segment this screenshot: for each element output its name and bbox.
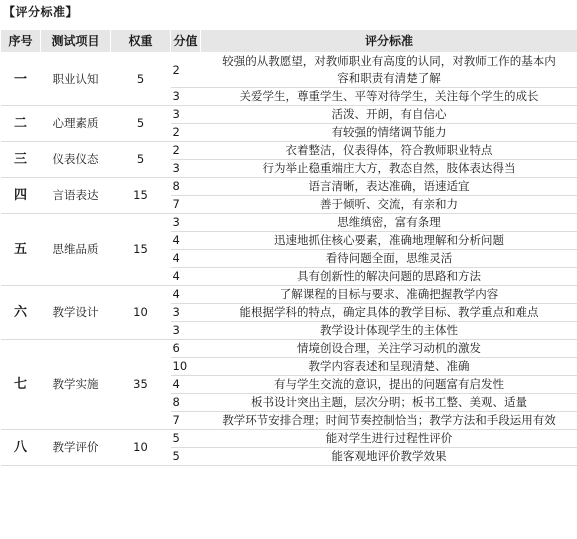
score-value: 8 [171, 178, 201, 196]
criteria-text [201, 160, 577, 178]
header-weight: 权重 [111, 30, 171, 53]
weight-value: 35 [111, 340, 171, 430]
score-value: 4 [171, 232, 201, 250]
score-value: 3 [171, 88, 201, 106]
criteria-line: 看待问题全面，思维灵活 [325, 251, 453, 265]
weight-value: 5 [111, 142, 171, 178]
score-value: 7 [171, 196, 201, 214]
table-row [1, 178, 577, 196]
criteria-line: 迅速地抓住核心要素，准确地理解和分析问题 [274, 233, 504, 247]
weight-value: 15 [111, 178, 171, 214]
table-row [1, 430, 577, 448]
criteria-text [201, 376, 577, 394]
group-number: 五 [1, 214, 41, 286]
criteria-line: 教学设计体现学生的主体性 [320, 323, 458, 337]
criteria-text [201, 430, 577, 448]
score-value: 8 [171, 394, 201, 412]
criteria-line: 语言清晰，表达准确，语速适宜 [308, 179, 470, 193]
score-value: 3 [171, 214, 201, 232]
scoring-criteria-table [0, 29, 577, 466]
weight-value: 10 [111, 430, 171, 466]
criteria-text [201, 412, 577, 430]
score-value: 3 [171, 106, 201, 124]
header-score: 分值 [171, 30, 201, 53]
criteria-line: 关爱学生，尊重学生、平等对待学生，关注每个学生的成长 [239, 89, 539, 103]
score-value: 3 [171, 322, 201, 340]
score-value: 6 [171, 340, 201, 358]
score-value: 4 [171, 376, 201, 394]
weight-value: 10 [111, 286, 171, 340]
group-number: 一 [1, 53, 41, 106]
criteria-line: 容和职责有清楚了解 [337, 71, 441, 85]
criteria-line: 能根据学科的特点，确定具体的教学目标、教学重点和难点 [239, 305, 539, 319]
score-value: 2 [171, 124, 201, 142]
criteria-text [201, 448, 577, 466]
criteria-line: 了解课程的目标与要求、准确把握教学内容 [279, 287, 499, 301]
criteria-line: 教学内容表述和呈现清楚、准确 [308, 359, 470, 373]
criteria-line: 能客观地评价教学效果 [331, 449, 447, 463]
criteria-text [201, 268, 577, 286]
group-number: 二 [1, 106, 41, 142]
test-item: 仪表仪态 [41, 142, 111, 178]
test-item: 教学实施 [41, 340, 111, 430]
group-number: 七 [1, 340, 41, 430]
criteria-text [201, 322, 577, 340]
section-heading: 【评分标准】 [3, 5, 79, 19]
test-item: 职业认知 [41, 53, 111, 106]
criteria-line: 情境创设合理，关注学习动机的激发 [297, 341, 481, 355]
criteria-text [201, 214, 577, 232]
criteria-line: 教学环节安排合理；时间节奏控制恰当；教学方法和手段运用有效 [222, 413, 556, 427]
criteria-text [201, 232, 577, 250]
table-row [1, 214, 577, 232]
weight-value: 5 [111, 53, 171, 106]
group-number: 三 [1, 142, 41, 178]
score-value: 4 [171, 286, 201, 304]
criteria-line: 板书设计突出主题，层次分明；板书工整、美观、适量 [251, 395, 527, 409]
score-value: 7 [171, 412, 201, 430]
score-value: 4 [171, 250, 201, 268]
criteria-line: 具有创新性的解决问题的思路和方法 [297, 269, 481, 283]
score-value: 2 [171, 53, 201, 88]
criteria-text [201, 304, 577, 322]
score-value: 3 [171, 160, 201, 178]
table-row [1, 106, 577, 124]
criteria-text [201, 178, 577, 196]
criteria-line: 善于倾听、交流，有亲和力 [320, 197, 458, 211]
criteria-line: 较强的从教愿望，对教师职业有高度的认同，对教师工作的基本内 [222, 54, 556, 68]
criteria-text [201, 53, 577, 88]
criteria-text [201, 340, 577, 358]
criteria-line: 有较强的情绪调节能力 [331, 125, 447, 139]
score-value: 10 [171, 358, 201, 376]
score-value: 5 [171, 448, 201, 466]
test-item: 心理素质 [41, 106, 111, 142]
header-item: 测试项目 [41, 30, 111, 53]
table-row [1, 53, 577, 88]
test-item: 教学评价 [41, 430, 111, 466]
criteria-text [201, 394, 577, 412]
criteria-text [201, 88, 577, 106]
criteria-line: 活泼、开朗，有自信心 [331, 107, 447, 121]
table-row [1, 340, 577, 358]
weight-value: 5 [111, 106, 171, 142]
criteria-text [201, 142, 577, 160]
criteria-text [201, 106, 577, 124]
header-criteria: 评分标准 [201, 30, 577, 53]
score-value: 3 [171, 304, 201, 322]
group-number: 六 [1, 286, 41, 340]
score-value: 4 [171, 268, 201, 286]
criteria-text [201, 286, 577, 304]
header-no: 序号 [1, 30, 41, 53]
table-row [1, 142, 577, 160]
table-row [1, 286, 577, 304]
score-value: 2 [171, 142, 201, 160]
group-number: 四 [1, 178, 41, 214]
criteria-text [201, 250, 577, 268]
criteria-text [201, 124, 577, 142]
criteria-line: 行为举止稳重端庄大方，教态自然，肢体表达得当 [262, 161, 516, 175]
table-header-row [1, 30, 577, 53]
criteria-line: 思维缜密，富有条理 [337, 215, 441, 229]
group-number: 八 [1, 430, 41, 466]
criteria-line: 衣着整洁，仪表得体，符合教师职业特点 [285, 143, 493, 157]
criteria-line: 有与学生交流的意识，提出的问题富有启发性 [274, 377, 504, 391]
criteria-text [201, 196, 577, 214]
table-body [1, 53, 577, 466]
criteria-line: 能对学生进行过程性评价 [325, 431, 453, 445]
weight-value: 15 [111, 214, 171, 286]
criteria-text [201, 358, 577, 376]
test-item: 言语表达 [41, 178, 111, 214]
test-item: 教学设计 [41, 286, 111, 340]
score-value: 5 [171, 430, 201, 448]
test-item: 思维品质 [41, 214, 111, 286]
